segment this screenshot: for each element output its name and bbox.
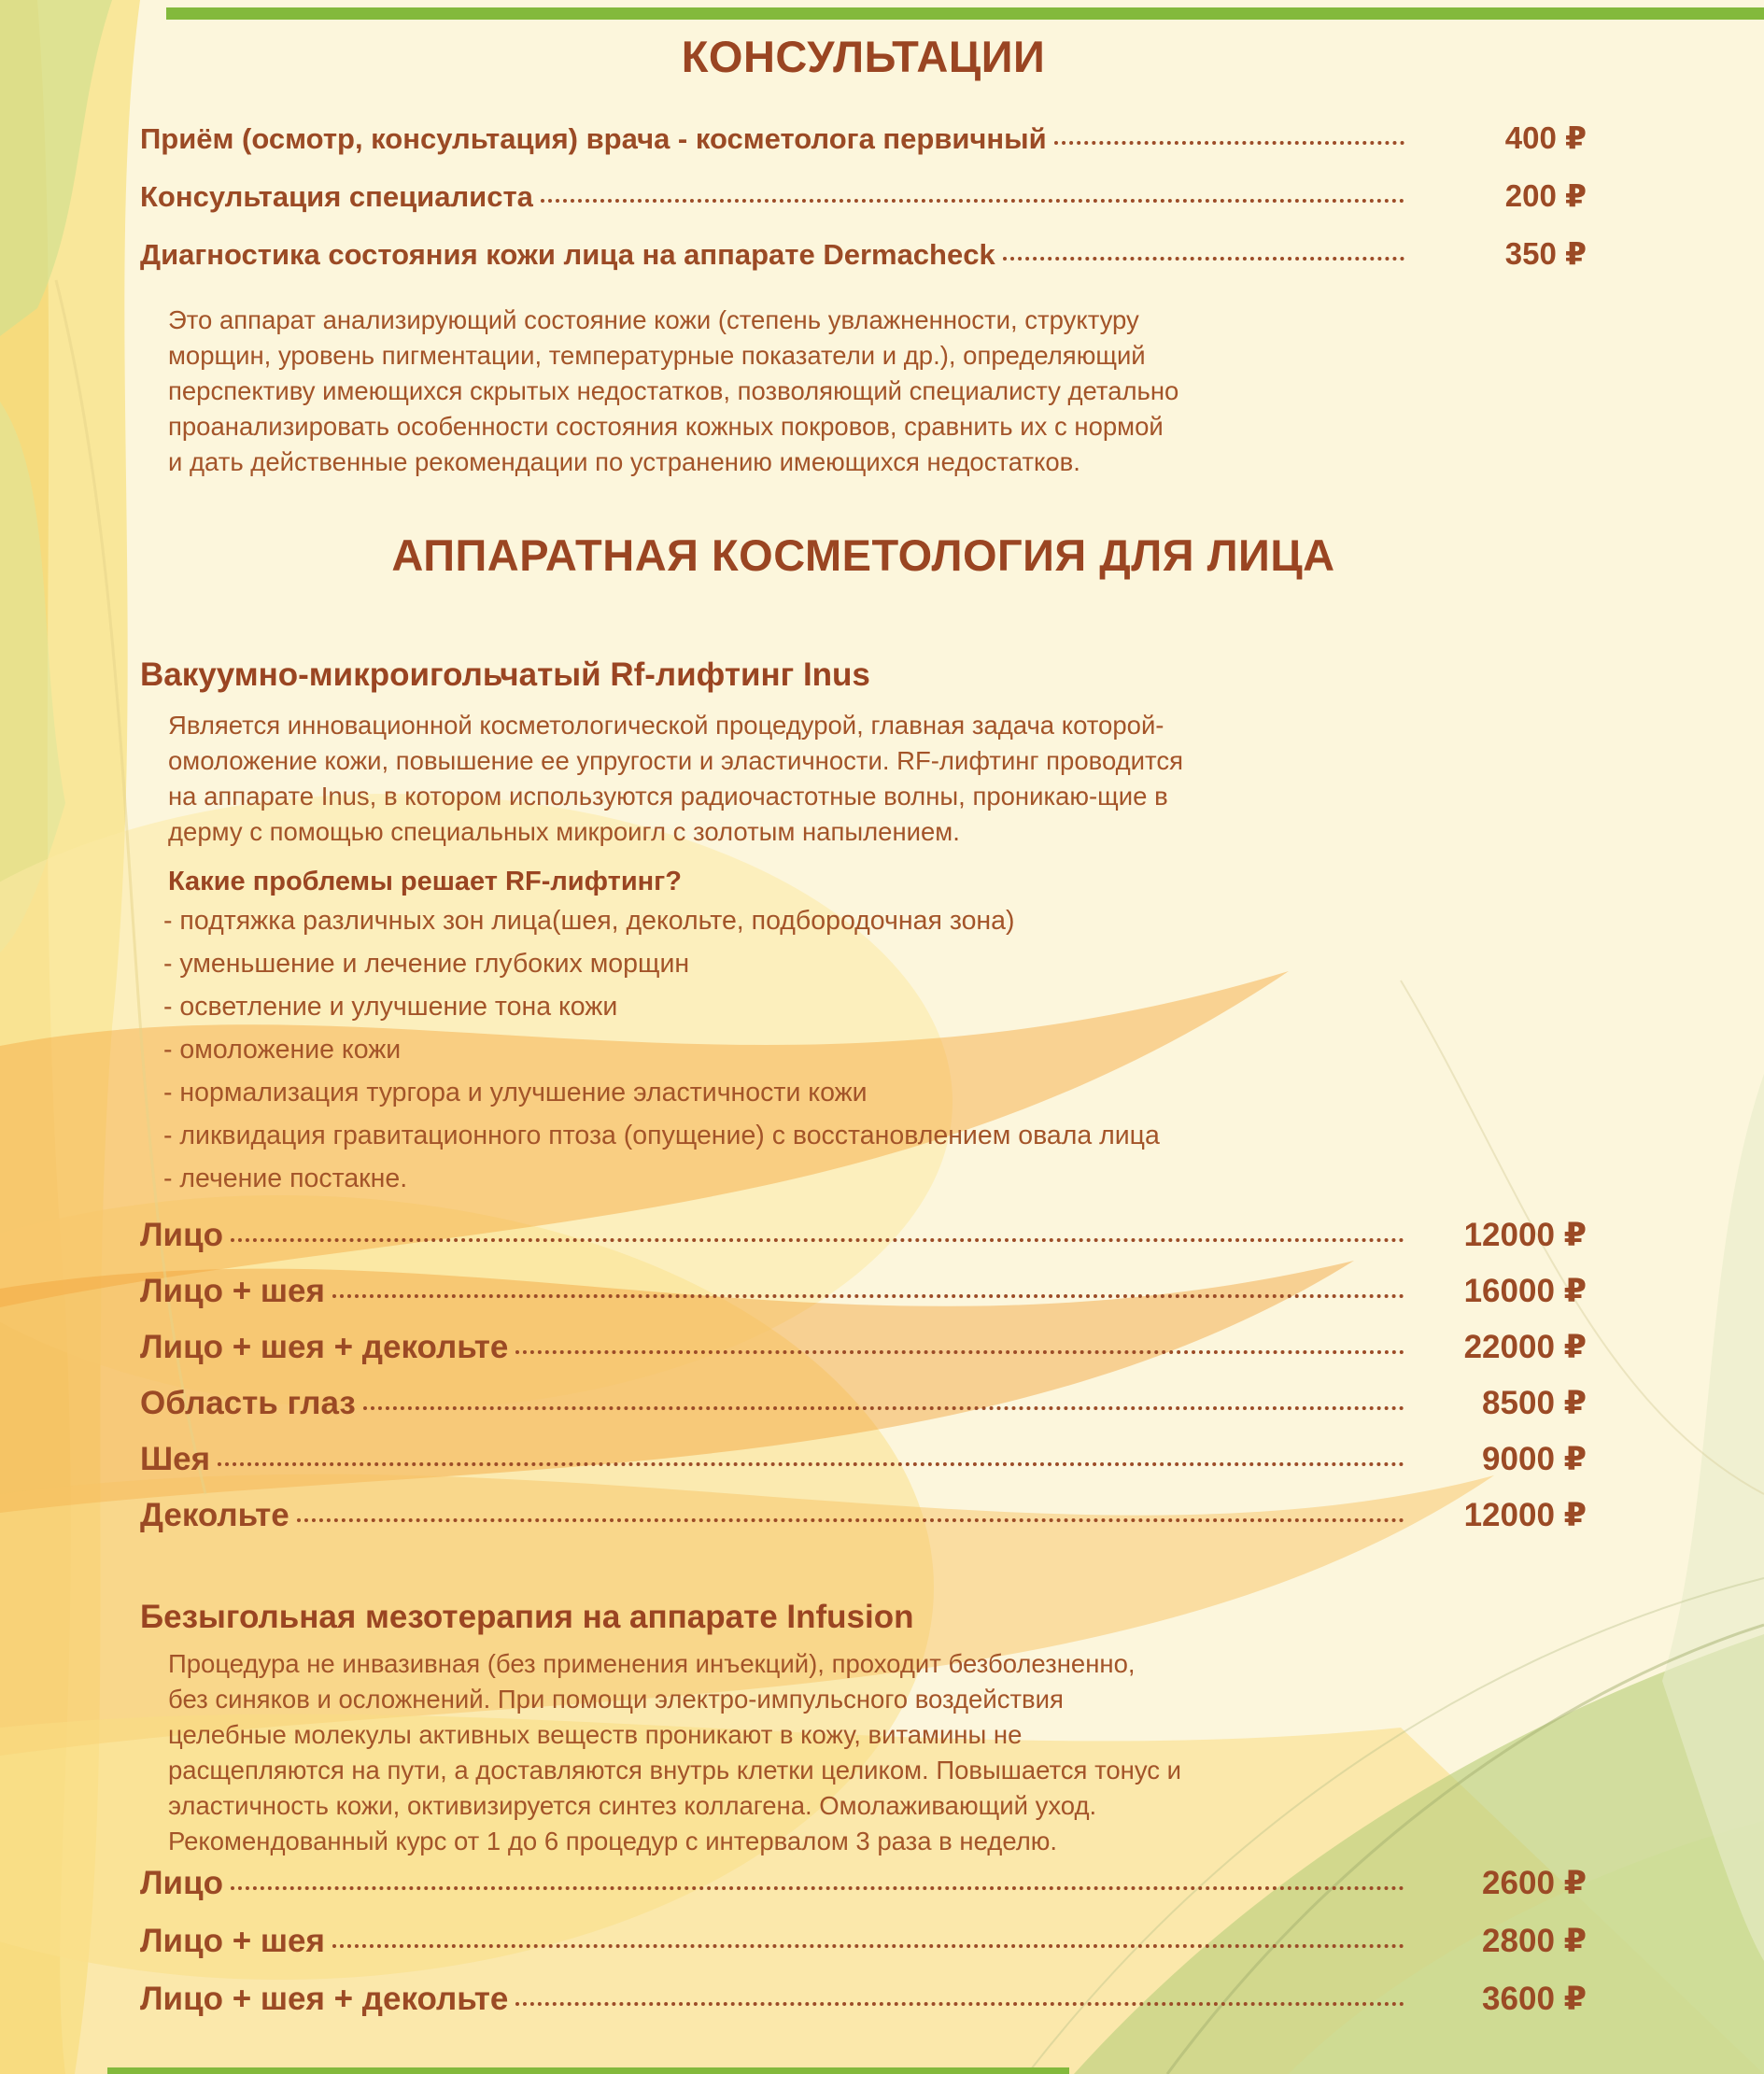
list-item: - лечение постакне. (163, 1164, 408, 1193)
dotted-leader (297, 1518, 1404, 1522)
list-item: - нормализация тургора и улучшение эластичности кожи (163, 1078, 868, 1108)
paragraph-line: морщин, уровень пигментации, температурные показатели и др.), определяющий (168, 341, 1146, 370)
list-item: - подтяжка различных зон лица(шея, декольте, подбородочная зона) (163, 906, 1015, 936)
paragraph-line: расщепляются на пути, а доставляются внутрь клетки целиком. Повышается тонус и (168, 1756, 1182, 1785)
dotted-leader (515, 1350, 1404, 1354)
service-price: 16000 ₽ (1463, 1273, 1587, 1309)
service-label: Лицо + шея + декольте (140, 1329, 509, 1365)
price-row (140, 1981, 1587, 2039)
service-price: 22000 ₽ (1463, 1329, 1587, 1365)
paragraph-line: Это аппарат анализирующий состояние кожи (степень увлажненности, структуру (168, 305, 1139, 334)
service-label: Приём (осмотр, консультация) врача - косметолога первичный (140, 122, 1047, 155)
price-row (140, 1273, 1587, 1329)
paragraph-line: эластичность кожи, октивизируется синтез коллагена. Омолаживающий уход. (168, 1791, 1097, 1820)
rf-problems-heading: Какие проблемы решает RF-лифтинг? (168, 867, 682, 896)
service-label: Лицо (140, 1865, 223, 1901)
dermacheck-description (168, 303, 1587, 480)
service-price: 2800 ₽ (1482, 1923, 1587, 1959)
consultations-price-list (140, 120, 1587, 293)
rf-lifting-price-list (140, 1217, 1587, 1553)
service-price: 9000 ₽ (1482, 1441, 1587, 1477)
service-price: 2600 ₽ (1482, 1865, 1587, 1901)
rf-lifting-description (168, 708, 1587, 850)
rf-lifting-heading: Вакуумно-микроигольчатый Rf-лифтинг Inus (140, 656, 870, 693)
paragraph-line: проанализировать особенности состояния кожных покровов, сравнить их с нормой (168, 412, 1164, 441)
dotted-leader (541, 199, 1404, 203)
price-row (140, 1923, 1587, 1981)
list-item: - уменьшение и лечение глубоких морщин (163, 949, 690, 979)
bottom-green-bar (107, 2067, 1069, 2074)
paragraph-line: и дать действенные рекомендации по устранению имеющихся недостатков. (168, 447, 1080, 476)
dotted-leader (1054, 141, 1404, 145)
paragraph-line: целебные молекулы активных веществ проникают в кожу, витамины не (168, 1720, 1023, 1749)
price-row (140, 177, 1587, 235)
dotted-leader (231, 1238, 1404, 1242)
list-item: - ликвидация гравитационного птоза (опущение) с восстановлением овала лица (163, 1121, 1160, 1150)
service-label: Лицо + шея (140, 1923, 325, 1959)
service-label: Декольте (140, 1497, 289, 1533)
dotted-leader (332, 1294, 1404, 1298)
consultations-heading: КОНСУЛЬТАЦИИ (681, 32, 1046, 81)
service-label: Лицо + шея (140, 1273, 325, 1309)
paragraph-line: Процедура не инвазивная (без применения инъекций), проходит безболезненно, (168, 1649, 1136, 1678)
paragraph-line: без синяков и осложнений. При помощи электро-импульсного воздействия (168, 1685, 1064, 1714)
price-row (140, 1385, 1587, 1441)
price-row (140, 1441, 1587, 1497)
dotted-leader (218, 1462, 1404, 1466)
service-label: Лицо (140, 1217, 223, 1253)
service-label: Диагностика состояния кожи лица на аппарате Dermacheck (140, 238, 995, 271)
price-row (140, 1329, 1587, 1385)
mesotherapy-description (168, 1646, 1587, 1859)
price-row (140, 1865, 1587, 1923)
paragraph-line: на аппарате Inus, в котором используются радиочастотные волны, проникаю-щие в (168, 782, 1168, 811)
mesotherapy-heading: Безыгольная мезотерапия на аппарате Infusion (140, 1599, 914, 1635)
paragraph-line: перспективу имеющихся скрытых недостатков, позволяющий специалисту детально (168, 376, 1179, 405)
service-price: 400 ₽ (1504, 120, 1587, 155)
dotted-leader (363, 1406, 1404, 1410)
mesotherapy-price-list (140, 1865, 1587, 2039)
paragraph-line: Рекомендованный курс от 1 до 6 процедур с интервалом 3 раза в неделю. (168, 1827, 1058, 1855)
dotted-leader (1003, 257, 1404, 261)
price-row (140, 1217, 1587, 1273)
service-price: 8500 ₽ (1482, 1385, 1587, 1421)
paragraph-line: дерму с помощью специальных микроигл с золотым напылением. (168, 817, 960, 846)
service-label: Лицо + шея + декольте (140, 1981, 509, 2017)
dotted-leader (332, 1944, 1404, 1948)
paragraph-line: Является инновационной косметологической процедурой, главная задача которой- (168, 711, 1164, 740)
list-item: - осветление и улучшение тона кожи (163, 992, 618, 1022)
price-row (140, 235, 1587, 293)
top-green-bar (166, 7, 1764, 20)
service-label: Консультация специалиста (140, 180, 533, 213)
service-price: 12000 ₽ (1463, 1217, 1587, 1253)
rf-problems-list (163, 908, 1587, 1192)
hardware-section-heading: АППАРАТНАЯ КОСМЕТОЛОГИЯ ДЛЯ ЛИЦА (391, 530, 1335, 580)
dotted-leader (515, 2002, 1404, 2006)
service-price: 200 ₽ (1504, 178, 1587, 213)
price-row (140, 1497, 1587, 1553)
service-price: 3600 ₽ (1482, 1981, 1587, 2017)
paragraph-line: омоложение кожи, повышение ее упругости и эластичности. RF-лифтинг проводится (168, 746, 1183, 775)
list-item: - омоложение кожи (163, 1035, 402, 1065)
price-row (140, 120, 1587, 177)
service-label: Область глаз (140, 1385, 356, 1421)
dotted-leader (231, 1886, 1404, 1890)
service-price: 350 ₽ (1504, 236, 1587, 271)
service-label: Шея (140, 1441, 211, 1477)
service-price: 12000 ₽ (1463, 1497, 1587, 1533)
